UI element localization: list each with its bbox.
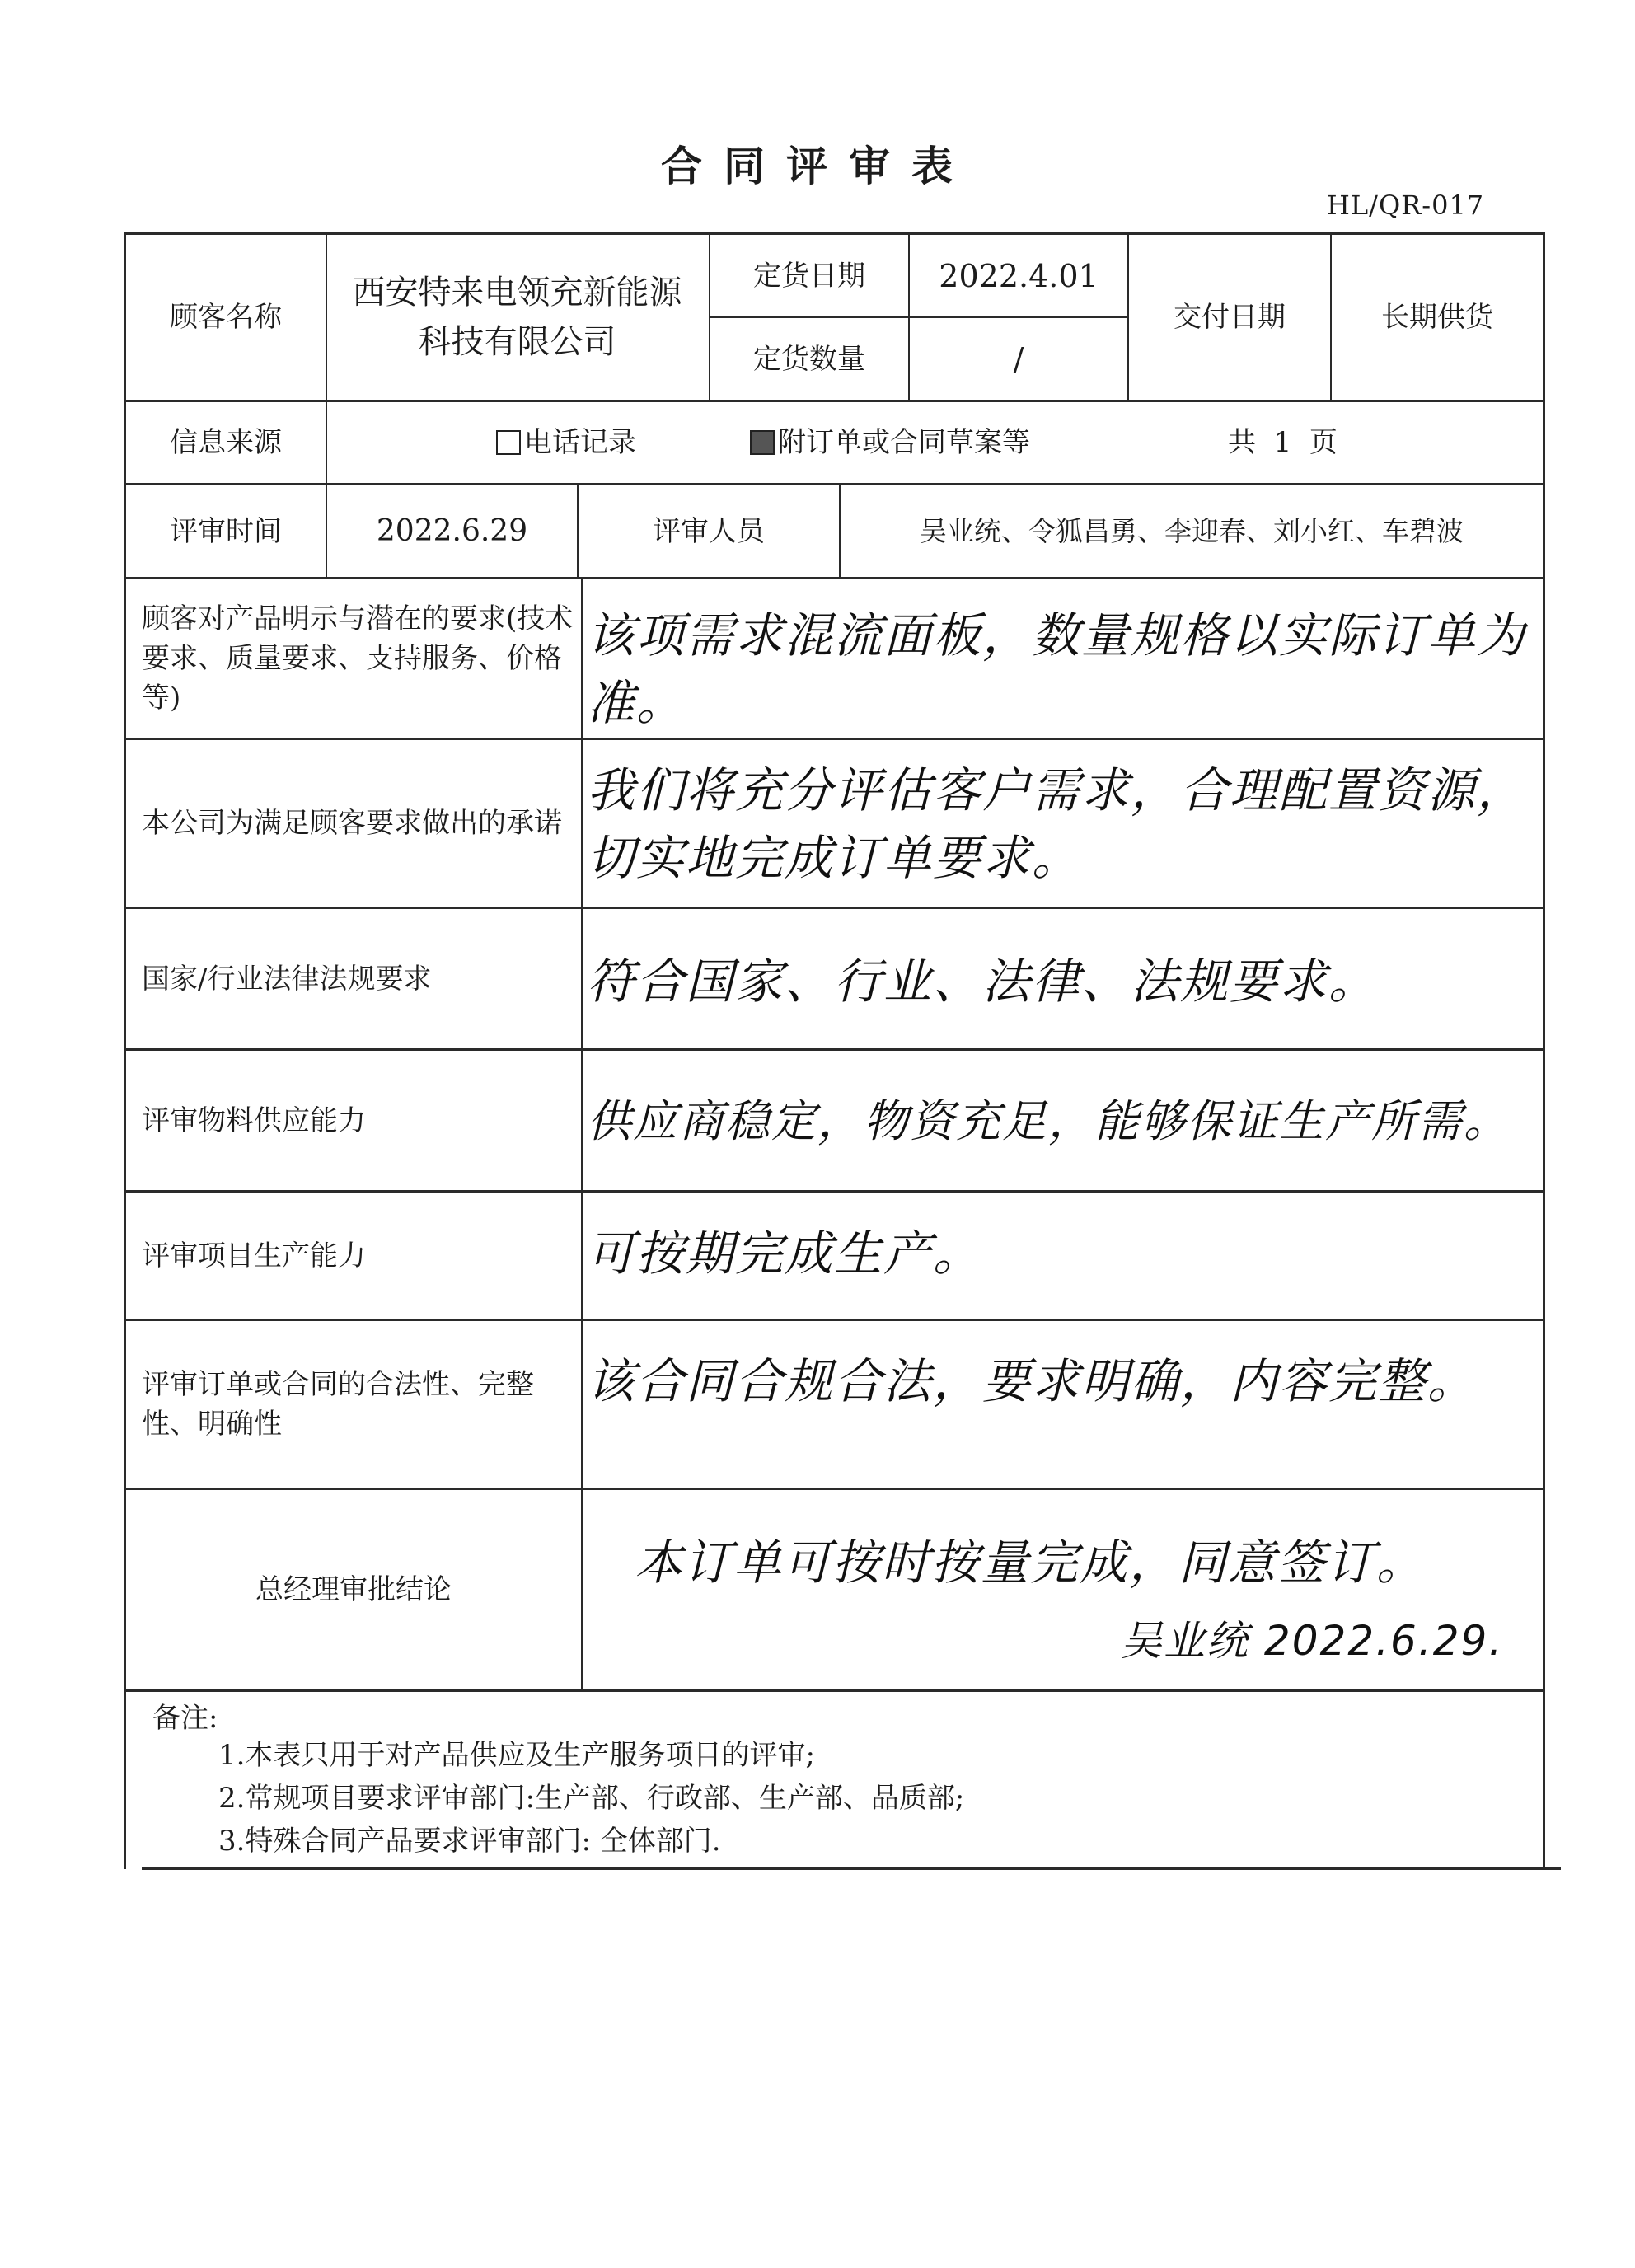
info-source-label: 信息来源 bbox=[170, 426, 282, 459]
legal-requirements-value: 符合国家、行业、法律、法规要求。 bbox=[587, 954, 1379, 1010]
review-people-value: 吴业统、令狐昌勇、李迎春、刘小红、车碧波 bbox=[920, 514, 1464, 547]
production-capacity-label: 评审项目生产能力 bbox=[142, 1239, 366, 1272]
notes-item: 3.特殊合同产品要求评审部门: 全体部门. bbox=[218, 1825, 721, 1858]
info-source-attachment bbox=[750, 402, 1030, 483]
info-source-phone bbox=[496, 402, 636, 483]
review-time-label: 评审时间 bbox=[170, 514, 282, 548]
order-date-label: 定货日期 bbox=[753, 260, 865, 293]
table-border-bottom bbox=[142, 1867, 1561, 1870]
col-line bbox=[581, 577, 583, 1689]
material-supply-value: 供应商稳定，物资充足，能够保证生产所需。 bbox=[587, 1095, 1510, 1147]
customer-requirements-value: 该项需求混流面板，数量规格以实际订单为准。 bbox=[587, 607, 1527, 731]
notes-item: 1.本表只用于对产品供应及生产服务项目的评审; bbox=[218, 1739, 815, 1772]
contract-legality-value: 该合同合规合法，要求明确，内容完整。 bbox=[587, 1353, 1478, 1409]
form-code: HL/QR-017 bbox=[1327, 190, 1485, 221]
row-line bbox=[124, 1689, 1545, 1692]
company-commitment-label: 本公司为满足顾客要求做出的承诺 bbox=[142, 807, 562, 840]
order-qty-value: / bbox=[1013, 341, 1024, 377]
order-date-value: 2022.4.01 bbox=[939, 258, 1099, 294]
material-supply-label: 评审物料供应能力 bbox=[142, 1104, 366, 1137]
customer-label: 顾客名称 bbox=[170, 301, 282, 334]
delivery-date-label: 交付日期 bbox=[1174, 301, 1286, 334]
notes-item: 2.常规项目要求评审部门:生产部、行政部、生产部、品质部; bbox=[218, 1782, 965, 1815]
delivery-date-value: 长期供货 bbox=[1381, 301, 1493, 334]
review-time-value: 2022.6.29 bbox=[376, 513, 528, 548]
manager-signature: 吴业统 2022.6.29. bbox=[1121, 1617, 1504, 1665]
form-title: 合同评审表 bbox=[661, 143, 974, 190]
order-qty-label: 定货数量 bbox=[753, 343, 865, 376]
production-capacity-value: 可按期完成生产。 bbox=[587, 1225, 983, 1282]
contract-legality-label: 评审订单或合同的合法性、完整性、明确性 bbox=[142, 1368, 534, 1441]
manager-approval-value: 本订单可按时按量完成，同意签订。 bbox=[635, 1535, 1427, 1591]
company-commitment-value: 我们将充分评估客户需求，合理配置资源，切实地完成订单要求。 bbox=[587, 762, 1527, 886]
customer-requirements-label: 顾客对产品明示与潜在的要求(技术要求、质量要求、支持服务、价格等) bbox=[142, 602, 574, 715]
review-people-label: 评审人员 bbox=[653, 514, 765, 548]
legal-requirements-label: 国家/行业法律法规要求 bbox=[142, 962, 432, 996]
checkbox-attachment-icon bbox=[750, 430, 775, 455]
manager-approval-label: 总经理审批结论 bbox=[255, 1573, 452, 1606]
customer-value: 西安特来电领充新能源科技有限公司 bbox=[352, 274, 682, 361]
info-source-attachment-label: 附订单或合同草案等 bbox=[778, 426, 1030, 459]
info-source-pages: 共 1 页 bbox=[1228, 426, 1338, 459]
info-source-phone-label: 电话记录 bbox=[524, 426, 636, 459]
table-border-right bbox=[1543, 232, 1545, 1869]
checkbox-phone-icon bbox=[496, 430, 521, 455]
notes-heading: 备注: bbox=[152, 1702, 218, 1735]
